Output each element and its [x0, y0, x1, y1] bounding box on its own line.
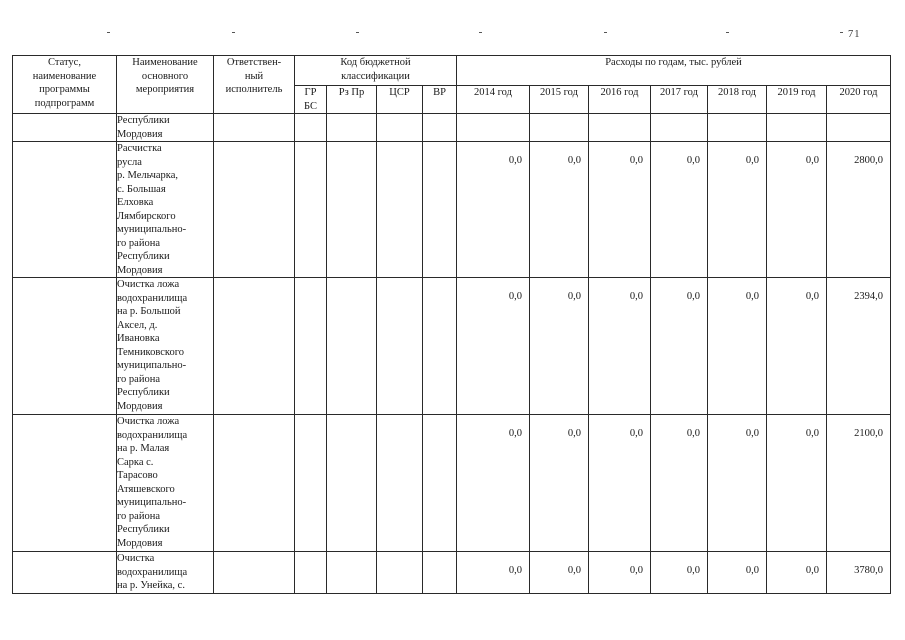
header-status-line: подпрограмм: [34, 97, 95, 109]
year-value-cell: 0,0: [530, 278, 589, 415]
activity-name-line: Республики: [117, 115, 170, 126]
header-year-2018: 2018 год: [708, 86, 767, 114]
activity-name-line: Мордовия: [117, 400, 163, 412]
activity-name-line: го района: [117, 510, 160, 522]
activity-name-line: Республики: [117, 524, 170, 535]
responsible-cell: [214, 278, 295, 415]
year-value-cell: [651, 114, 708, 142]
activity-name-line: Очистка ложа: [117, 416, 180, 427]
csr-cell: [377, 415, 423, 552]
activity-name-line: Расчистка: [117, 143, 162, 154]
header-year-2017: 2017 год: [651, 86, 708, 114]
responsible-cell: [214, 415, 295, 552]
year-value-cell: 0,0: [589, 278, 651, 415]
year-value-cell: [767, 114, 827, 142]
rzpr-cell: [327, 278, 377, 415]
header-name-line: Наименование: [132, 57, 198, 68]
activity-name-line: го района: [117, 237, 160, 249]
status-cell: [13, 552, 117, 594]
year-value-cell: [827, 114, 891, 142]
grbs-cell: [295, 278, 327, 415]
responsible-cell: [214, 552, 295, 594]
activity-name-line: с. Большая: [117, 183, 166, 195]
scan-speck: [356, 32, 359, 33]
activity-name-line: водохранилища: [117, 292, 188, 304]
csr-cell: [377, 278, 423, 415]
header-budget-code-line: Код бюджетной: [340, 57, 411, 68]
header-rzpr-cell: Рз Пр: [327, 86, 377, 114]
activity-name-line: Очистка: [117, 553, 155, 564]
header-responsible-line: ный: [244, 70, 264, 82]
header-name-cell: [117, 56, 214, 114]
activity-name-line: русла: [117, 156, 142, 168]
year-value-cell: 0,0: [767, 278, 827, 415]
year-value-cell: 0,0: [708, 415, 767, 552]
scan-speck: [107, 32, 110, 33]
activity-name-line: муниципально-: [117, 497, 187, 508]
header-status-cell: [13, 56, 117, 114]
year-value-cell: [708, 114, 767, 142]
year-value-cell: [530, 114, 589, 142]
budget-expenses-table: [12, 55, 891, 594]
year-value-cell: 0,0: [767, 415, 827, 552]
activity-name-line: р. Мельчарка,: [117, 170, 179, 181]
rzpr-cell: [327, 415, 377, 552]
year-value-cell: 2800,0: [827, 142, 891, 278]
csr-cell: [377, 142, 423, 278]
activity-name-line: муниципально-: [117, 360, 187, 371]
header-responsible-line: Ответствен-: [226, 57, 282, 68]
year-value-cell: 0,0: [457, 552, 530, 594]
table-row: [13, 415, 891, 552]
year-value-cell: 0,0: [530, 415, 589, 552]
header-budget-code-group: [295, 56, 457, 86]
header-grbs-line: ГР: [304, 87, 317, 98]
table-row: [13, 114, 891, 142]
activity-name-line: Республики: [117, 251, 170, 262]
year-value-cell: [457, 114, 530, 142]
grbs-cell: [295, 114, 327, 142]
header-grbs-line: БС: [304, 100, 317, 112]
year-value-cell: 0,0: [708, 278, 767, 415]
header-name-line: основного: [141, 70, 189, 82]
status-cell: [13, 114, 117, 142]
activity-name-line: на р. Унейка, с.: [117, 580, 185, 591]
activity-name-line: Атяшевского: [117, 483, 175, 495]
header-responsible-cell: [214, 56, 295, 114]
activity-name-line: Мордовия: [117, 128, 163, 140]
rzpr-cell: [327, 114, 377, 142]
activity-name-line: Республики: [117, 387, 170, 398]
activity-name-cell: [117, 415, 214, 552]
activity-name-line: Тарасово: [117, 470, 158, 481]
activity-name-line: го района: [117, 373, 160, 385]
scan-speck: [726, 32, 729, 33]
year-value-cell: 0,0: [651, 415, 708, 552]
year-value-cell: 0,0: [589, 142, 651, 278]
year-value-cell: 2100,0: [827, 415, 891, 552]
vr-cell: [423, 415, 457, 552]
activity-name-cell: [117, 142, 214, 278]
activity-name-line: Очистка ложа: [117, 279, 180, 290]
header-budget-code-line: классификации: [341, 70, 410, 82]
year-value-cell: 2394,0: [827, 278, 891, 415]
activity-name-line: водохранилища: [117, 429, 188, 441]
page-number: 71: [848, 29, 861, 40]
status-cell: [13, 415, 117, 552]
activity-name-cell: [117, 552, 214, 594]
year-value-cell: 0,0: [530, 552, 589, 594]
activity-name-cell: [117, 114, 214, 142]
vr-cell: [423, 278, 457, 415]
year-value-cell: 0,0: [530, 142, 589, 278]
rzpr-cell: [327, 552, 377, 594]
year-value-cell: 0,0: [651, 552, 708, 594]
year-value-cell: 0,0: [457, 278, 530, 415]
status-cell: [13, 278, 117, 415]
grbs-cell: [295, 552, 327, 594]
vr-cell: [423, 114, 457, 142]
activity-name-line: Сарка с.: [117, 456, 154, 468]
activity-name-line: муниципально-: [117, 224, 187, 235]
activity-name-line: на р. Большой: [117, 306, 181, 317]
activity-name-line: Аксел, д.: [117, 319, 158, 331]
header-status-line: Статус,: [48, 57, 81, 68]
year-value-cell: 0,0: [767, 552, 827, 594]
responsible-cell: [214, 142, 295, 278]
scan-speck: [232, 32, 235, 33]
activity-name-line: Темниковского: [117, 346, 185, 358]
year-value-cell: 0,0: [589, 415, 651, 552]
activity-name-line: на р. Малая: [117, 443, 170, 454]
activity-name-line: Елховка: [117, 197, 154, 208]
year-value-cell: 3780,0: [827, 552, 891, 594]
header-vr-cell: ВР: [423, 86, 457, 114]
table-row: [13, 142, 891, 278]
header-responsible-line: исполнитель: [225, 84, 283, 95]
header-year-2014: 2014 год: [457, 86, 530, 114]
header-expenses-group: [457, 56, 891, 86]
table-row: [13, 552, 891, 594]
year-value-cell: 0,0: [708, 552, 767, 594]
status-cell: [13, 142, 117, 278]
activity-name-line: Мордовия: [117, 264, 163, 276]
scan-speck: [604, 32, 607, 33]
header-grbs-cell: [295, 86, 327, 114]
table-row: [13, 278, 891, 415]
year-value-cell: 0,0: [457, 415, 530, 552]
activity-name-line: водохранилища: [117, 566, 188, 578]
year-value-cell: 0,0: [457, 142, 530, 278]
responsible-cell: [214, 114, 295, 142]
year-value-cell: 0,0: [708, 142, 767, 278]
header-year-2015: 2015 год: [530, 86, 589, 114]
rzpr-cell: [327, 142, 377, 278]
year-value-cell: 0,0: [651, 278, 708, 415]
activity-name-cell: [117, 278, 214, 415]
year-value-cell: 0,0: [589, 552, 651, 594]
table-body: [13, 114, 891, 594]
grbs-cell: [295, 142, 327, 278]
csr-cell: [377, 114, 423, 142]
scan-speck: [840, 32, 843, 33]
header-year-2020: 2020 год: [827, 86, 891, 114]
activity-name-line: Ивановка: [117, 333, 160, 344]
header-status-line: программы: [39, 84, 90, 95]
vr-cell: [423, 552, 457, 594]
grbs-cell: [295, 415, 327, 552]
activity-name-line: Мордовия: [117, 537, 163, 549]
csr-cell: [377, 552, 423, 594]
activity-name-line: Лямбирского: [117, 210, 176, 222]
header-year-2019: 2019 год: [767, 86, 827, 114]
header-status-line: наименование: [32, 70, 97, 82]
year-value-cell: 0,0: [767, 142, 827, 278]
header-csr-cell: ЦСР: [377, 86, 423, 114]
header-year-2016: 2016 год: [589, 86, 651, 114]
vr-cell: [423, 142, 457, 278]
year-value-cell: 0,0: [651, 142, 708, 278]
year-value-cell: [589, 114, 651, 142]
scan-speck: [479, 32, 482, 33]
header-name-line: мероприятия: [135, 84, 195, 95]
header-expenses-label: Расходы по годам, тыс. рублей: [605, 57, 742, 68]
